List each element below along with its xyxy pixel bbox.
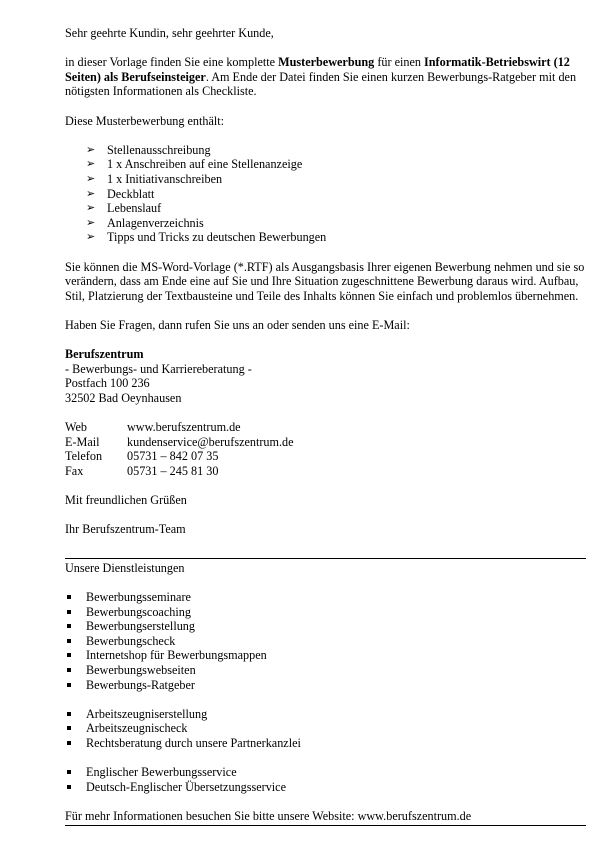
square-bullet-icon [67, 668, 71, 672]
greeting: Sehr geehrte Kundin, sehr geehrter Kunde, [65, 26, 274, 40]
arrow-bullet-icon: ➢ [86, 172, 96, 185]
list-item: Bewerbungscoaching [65, 605, 585, 620]
intro-bold-1: Musterbewerbung [278, 55, 375, 70]
list-item: Bewerbungsseminare [65, 590, 585, 605]
list-item: Deutsch-Englischer Übersetzungsservice [65, 780, 585, 795]
usage-paragraph: Sie können die MS-Word-Vorlage (*.RTF) als Ausgangsbasis Ihrer eigenen Bewerbung nehmen und sie so verändern, dass am Ende eine auf Sie und Ihre Situation zugeschnittene Bewerbung daraus wird. Aufbau, Stil, Platzierung der Textbausteine und Teile des Inhalts können Sie einfach und problemlos übernehmen. [65, 259, 585, 303]
phone-number: 05731 – 842 07 35 [127, 449, 219, 464]
services-list-3 [65, 765, 585, 794]
list-item: Bewerbungserstellung [65, 619, 585, 634]
square-bullet-icon [67, 741, 71, 745]
square-bullet-icon [67, 726, 71, 730]
contents-heading: Diese Musterbewerbung enthält: [65, 113, 225, 128]
company-postbox: Postfach 100 236 [65, 376, 150, 391]
email-link[interactable]: kundenservice@berufszentrum.de [127, 434, 294, 449]
list-item: Arbeitszeugnischeck [65, 721, 585, 736]
intro-bold-2: Informatik-Betriebswirt (12 Seiten) als Berufseinsteiger [65, 55, 570, 84]
intro-paragraph [65, 55, 585, 99]
square-bullet-icon [67, 683, 71, 687]
company-tagline: - Bewerbungs- und Karriereberatung - [65, 361, 252, 376]
services-heading: Unsere Dienstleistungen [65, 560, 185, 575]
list-item: ➢ Lebenslauf [86, 201, 162, 216]
arrow-bullet-icon: ➢ [86, 158, 96, 171]
arrow-bullet-icon: ➢ [86, 187, 96, 200]
web-link[interactable]: www.berufszentrum.de [127, 420, 241, 435]
document-page [65, 26, 585, 826]
list-item: ➢ Stellenausschreibung [86, 142, 211, 157]
signature: Ihr Berufszentrum-Team [65, 522, 186, 537]
contents-list [65, 143, 585, 245]
fax-number: 05731 – 245 81 30 [127, 463, 219, 478]
divider [65, 558, 586, 559]
intro-text-1: in dieser Vorlage finden Sie eine komplette [65, 55, 279, 70]
closing: Mit freundlichen Grüßen [65, 493, 187, 507]
list-item: Internetshop für Bewerbungsmappen [65, 648, 585, 663]
company-address [65, 347, 585, 405]
intro-text-2: für einen [374, 55, 425, 70]
contact-row-phone: Telefon 05731 – 842 07 35 [65, 449, 219, 464]
services-list-2 [65, 707, 585, 751]
footer-divider [65, 825, 586, 826]
contact-table [65, 420, 585, 478]
list-item: Bewerbungs-Ratgeber [65, 678, 585, 693]
footer-text: Für mehr Informationen besuchen Sie bitte unsere Website: www.berufszentrum.de [65, 808, 472, 823]
list-item: Bewerbungscheck [65, 634, 585, 649]
company-name: Berufszentrum [65, 347, 144, 362]
contact-row-fax: Fax 05731 – 245 81 30 [65, 463, 219, 478]
contact-row-web: Web www.berufszentrum.de [65, 420, 241, 435]
list-item: ➢ Deckblatt [86, 186, 155, 201]
contact-row-email: E-Mail kundenservice@berufszentrum.de [65, 434, 294, 449]
questions-paragraph: Haben Sie Fragen, dann rufen Sie uns an oder senden uns eine E-Mail: [65, 317, 410, 332]
services-list-1 [65, 590, 585, 692]
arrow-bullet-icon: ➢ [86, 202, 96, 215]
square-bullet-icon [67, 595, 71, 599]
square-bullet-icon [67, 624, 71, 628]
square-bullet-icon [67, 610, 71, 614]
list-item: Bewerbungswebseiten [65, 663, 585, 678]
intro-text-3: . Am Ende der Datei finden Sie einen kurzen Bewerbungs-Ratgeber mit den nötigsten Informationen als Checkliste. [65, 69, 577, 99]
square-bullet-icon [67, 712, 71, 716]
list-item: Englischer Bewerbungsservice [65, 765, 585, 780]
square-bullet-icon [67, 639, 71, 643]
square-bullet-icon [67, 653, 71, 657]
list-item: Arbeitszeugniserstellung [65, 707, 585, 722]
company-city: 32502 Bad Oeynhausen [65, 390, 182, 405]
arrow-bullet-icon: ➢ [86, 216, 96, 229]
arrow-bullet-icon: ➢ [86, 143, 96, 156]
list-item: ➢ Anlagenverzeichnis [86, 215, 204, 230]
arrow-bullet-icon: ➢ [86, 231, 96, 244]
list-item: ➢ 1 x Anschreiben auf eine Stellenanzeige [86, 157, 303, 172]
list-item: ➢ Tipps und Tricks zu deutschen Bewerbungen [86, 230, 327, 245]
square-bullet-icon [67, 785, 71, 789]
list-item: Rechtsberatung durch unsere Partnerkanzlei [65, 736, 585, 751]
list-item: ➢ 1 x Initiativanschreiben [86, 171, 223, 186]
square-bullet-icon [67, 770, 71, 774]
